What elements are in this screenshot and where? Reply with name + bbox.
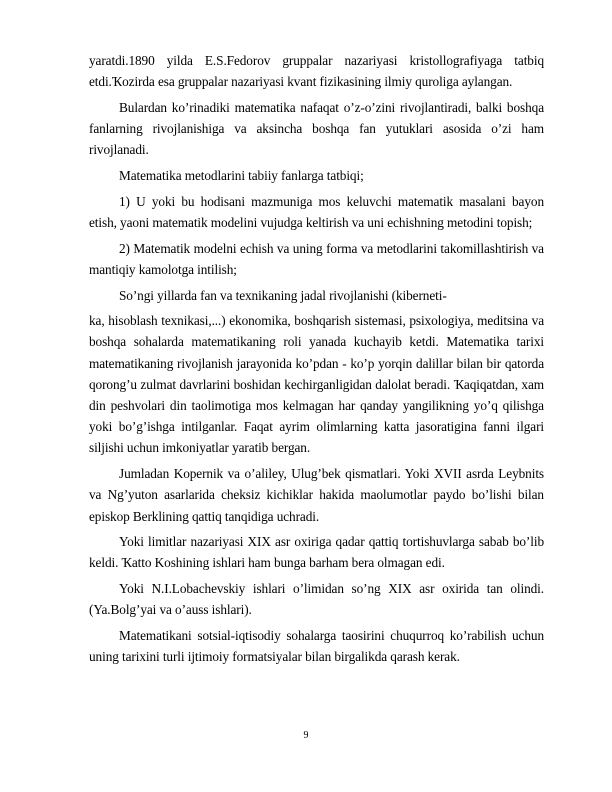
paragraph-8: Jumladan Kopernik va o’aliley, Ulug’bek qismatlari. Yoki XVII asrda Leybnits va Ng’yuton asarlarida cheksiz kichiklar hakida maolumotlar paydo bo’lishi bilan episkop Berklining qattiq tanqidiga uchradi. — [89, 466, 544, 524]
page-number: 9 — [303, 730, 309, 741]
paragraph-7: ka, hisoblash texnikasi,...) ekonomika, boshqarish sistemasi, psixologiya, meditsina va boshqa sohalarda matematikaning roli yanada kuchayib ketdi. Matematika tarixi matematikaning rivojlanish jarayonida ko’pdan - ko’p yorqin dalillar bilan bir qatorda qorong’u zulmat davrlarini boshidan kechirganligidan dalolat beradi. Ҡaqiqatdan, xam din peshvolari din taolimotiga mos kelmagan har qanday yangilikning yo’q qilishga yoki bo’g’ishga intilganlar. Faqat ayrim olimlarning katta jasoratigina fanni ilgari siljishi uchun imkoniyatlar yaratib bergan. — [89, 313, 544, 456]
paragraph-3: Matematika metodlarini tabiiy fanlarga tatbiqi; — [119, 168, 364, 184]
paragraph-10: Yoki N.I.Lobachevskiy ishlari o’limidan so’ng XIX asr oxirida tan olindi. (Ya.Bolg’yai va o’auss ishlari). — [89, 581, 544, 618]
paragraph-6: So’ngi yillarda fan va texnikaning jadal rivojlanishi (kiberneti- — [119, 287, 447, 303]
paragraph-4: 1) U yoki bu hodisani mazmuniga mos keluvchi matematik masalani bayon etish, yaoni matematik modelini vujudga keltirish va uni echishning metodini topish; — [89, 193, 544, 230]
paragraph-11: Matematikani sotsial-iqtisodiy sohalarga taosirini chuqurroq ko’rabilish uchun uning tarixini turli ijtimoiy formatsiyalar bilan birgalikda qarash kerak. — [89, 628, 544, 665]
paragraph-1: yaratdi.1890 yilda E.S.Fedorov gruppalar nazariyasi kristollografiyaga tatbiq etdi.Ҡozirda esa gruppalar nazariyasi kvant fizikasining ilmiy quroliga aylangan. — [89, 53, 544, 90]
paragraph-2: Bulardan ko’rinadiki matematika nafaqat o’z-o’zini rivojlantiradi, balki boshqa fanlarning rivojlanishiga va aksincha boshqa fan yutuklari asosida o’zi ham rivojlanadi. — [89, 99, 544, 158]
document-page — [89, 50, 544, 672]
paragraph-5: 2) Matematik modelni echish va uning forma va metodlarini takomillashtirish va mantiqiy kamolotga intilish; — [89, 240, 544, 277]
paragraph-9: Yoki limitlar nazariyasi XIX asr oxiriga qadar qattiq tortishuvlarga sabab bo’lib keldi. Ҡatto Koshining ishlari ham bunga barham bera olmagan edi. — [89, 534, 544, 571]
